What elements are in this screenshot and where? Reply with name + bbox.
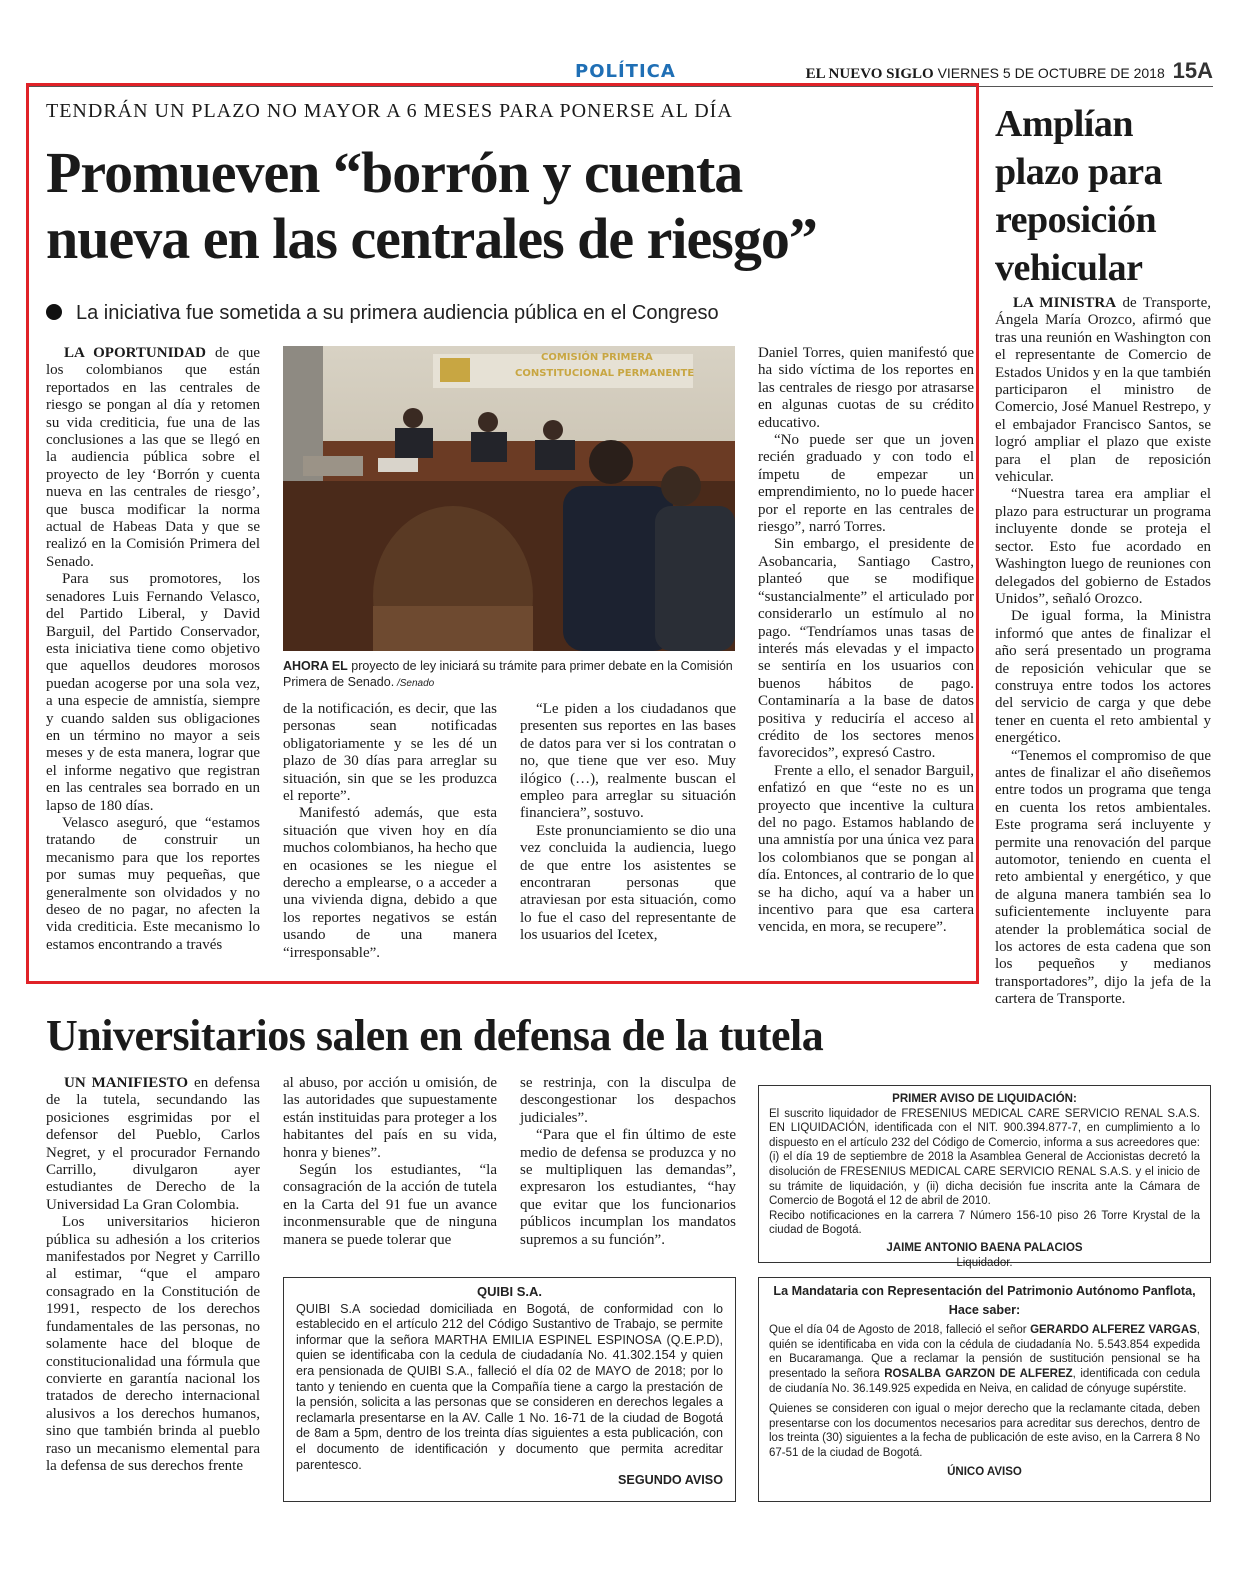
- notice-body: El suscrito liquidador de FRESENIUS MEDICAL CARE SERVICIO RENAL S.A.S. EN LIQUIDACIÓN, identificada con el NIT. 900.394.877-7, en cumplimiento a lo dispuesto en el artículo 232 del Código de Comercio, informa a sus acreedores que: (i) el día 19 de septiembre de 2018 la Asamblea General de Accionistas decretó la disolución de FRESENIUS MEDICAL CARE SERVICIO RENAL S.A.S. y el inicio de su trámite de liquidación, y (ii) dicha decisión fue inscrita ante la Cámara de Comercio de Bogotá el 12 de abril de 2010.: [769, 1107, 1200, 1208]
- notice-body: Que el día 04 de Agosto de 2018, falleció el señor GERARDO ALFEREZ VARGAS, quién se identificaba en vida con la cédula de ciudadanía No. 5.543.854 expedida en Bucaramanga. Que a reclamar la pensión de sustitución pensional se ha presentado la señora ROSALBA GARZON DE ALFEREZ, identificada con cedula de ciudanía No. 36.149.925 expedida en Neiva, en calidad de cónyuge supérstite.: [769, 1324, 1201, 1395]
- lead-in: LA MINISTRA: [1013, 295, 1117, 311]
- photo-caption: [283, 658, 735, 692]
- paper-name: EL NUEVO SIGLO: [805, 66, 934, 82]
- notice-subtitle: Hace saber:: [948, 1302, 1021, 1317]
- second-column-3: [520, 1075, 736, 1249]
- photo-illustration: [283, 346, 735, 651]
- paragraph: “Nuestra tarea era ampliar el plazo para estructurar un programa incluyente donde se proteja el sector. Esto fue acordado en Washington luego de reuniones con delegados del gobierno de Estados Unidos”, señaló Orozco.: [995, 486, 1211, 607]
- second-headline: Universitarios salen en defensa de la tutela: [46, 1011, 824, 1060]
- headline-line-1: Promueven “borrón y cuenta: [46, 140, 743, 205]
- caption-text: proyecto de ley iniciará su trámite para primer debate en la Comisión Primera de Senado.: [283, 659, 733, 689]
- side-headline: Amplían plazo para reposición vehicular: [995, 103, 1163, 289]
- liquidation-notice: [758, 1085, 1211, 1269]
- main-column-2: [283, 701, 497, 962]
- paragraph: Este pronunciamiento se dio una vez concluida la audiencia, luego de que entre los asistentes se encontraran personas que atraviesan por esta situación, como lo fue el caso del representante de los usuarios del Icetex,: [520, 822, 736, 944]
- article-subhead: [46, 302, 719, 325]
- paragraph: Daniel Torres, quien manifestó que ha sido víctima de los reportes en las centrales de riesgo por atrasarse en algunas cuotas de su crédito educativo.: [758, 345, 974, 431]
- photo-sign-line-2: CONSTITUCIONAL PERMANENTE: [515, 368, 695, 379]
- notice-body: Recibo notificaciones en la carrera 7 Número 156-10 piso 26 Torre Krystal de la ciudad de Bogotá.: [769, 1209, 1200, 1237]
- notice-title: PRIMER AVISO DE LIQUIDACIÓN:: [892, 1093, 1077, 1105]
- paragraph: Frente a ello, el senador Barguil, enfatizó en que “este no es un proyecto que incentive la cultura del no pago. Estamos hablando de una amnistía por una única vez para los colombianos que se pongan al día. Entonces, al contrario de lo que se ha dicho, aquí va a haber un incentivo para que esa cartera vencida, en mora, se recupere”.: [758, 762, 974, 936]
- notice-title: La Mandataria con Representación del Patrimonio Autónomo Panflota,: [773, 1284, 1196, 1298]
- issue-date: VIERNES 5 DE OCTUBRE DE 2018: [937, 65, 1165, 81]
- paragraph: “Tenemos el compromiso de que antes de finalizar el año diseñemos entre todos un programa que tenga en cuenta los retos ambientales. Este programa será incluyente y permite una renovación del parque automotor, teniendo en cuenta el reto ambiental y energético, y que de alguna manera también sea lo suficientemente incluyente para atender la problemática social de los actores de esta cadena que son los pequeños y medianos transportadores”, dijo la jefa de la cartera de Transporte.: [995, 747, 1211, 1008]
- caption-lead: AHORA EL: [283, 659, 348, 673]
- paragraph: “No puede ser que un joven recién graduado y con todo el ímpetu de empezar un emprendimiento, no lo puede hacer por el reporte en las centrales de riesgo”, narró Torres.: [758, 432, 974, 536]
- main-column-1: [46, 345, 260, 954]
- lead-in: LA OPORTUNIDAD: [64, 345, 206, 361]
- quibi-notice: [283, 1277, 736, 1502]
- main-column-3: [520, 701, 736, 945]
- notice-body: Quienes se consideren con igual o mejor derecho que la reclamante citada, deben presentarse con los documentos necesarios para acreditar sus derechos, dentro de los treinta (30) siguientes a la fecha de publicación de este aviso, en la Carrera 8 No 67-51 de la ciudad de Bogotá.: [769, 1403, 1200, 1459]
- paragraph: Según los estudiantes, “la consagración de la acción de tutela en la Carta del 91 fue un avance inconmensurable que de ninguna manera se puede tolerar que: [283, 1162, 497, 1248]
- page-number: 15A: [1172, 58, 1213, 83]
- paragraph: “Le piden a los ciudadanos que presenten sus reportes en las bases de datos para ver si los contratan o no, que tiene que ver eso. Muy ilógico (…), realmente buscan el empleo para arreglar su situación financiera”, sostuvo.: [520, 701, 736, 822]
- paragraph: De igual forma, la Ministra informó que antes de finalizar el año será presentado un programa de reposición vehicular que se construya entre todos los actores del servicio de carga y que debe tener en cuenta el reto ambiental y energético.: [995, 608, 1211, 747]
- notice-footer: ÚNICO AVISO: [947, 1465, 1022, 1478]
- paragraph: de la notificación, es decir, que las personas sean notificadas obligatoriamente y se les dé un plazo de 30 días para arreglar su situación, sin que se les produzca el reporte”.: [283, 701, 497, 805]
- main-column-4: [758, 345, 974, 937]
- side-column: [995, 295, 1211, 1009]
- paragraph: Los universitarios hicieron pública su adhesión a los criterios manifestados por Negret y Carrillo al estimar, “que el amparo consagrado en la Constitución de 1991, respecto de los derechos fundamentales de las personas, no solamente hace del bloque de constitucionalidad una fórmula que convierte en garantía nacional los tratados de derecho internacional alusivos a los derechos humanos, sino que también brinda al pueblo raso un mecanismo elemental para la defensa de sus derechos frente: [46, 1214, 260, 1474]
- panflota-notice: [758, 1277, 1211, 1502]
- second-column-1: [46, 1075, 260, 1475]
- paragraph: LA OPORTUNIDAD de que los colombianos que están reportados en las centrales de riesgo se pongan al día y retomen su vida crediticia, fue una de las conclusiones a las que se llegó en la audiencia pública sobre el proyecto de ley ‘Borrón y cuenta nueva en las centrales de riesgo’, que busca modificar la norma actual de Habeas Data y que se realizó en la Comisión Primera del Senado.: [46, 345, 260, 570]
- paragraph: Manifestó además, que esta situación que viven hoy en día muchos colombianos, ha hecho que en ocasiones se les niegue el derecho a emplearse, o a acceder a una vivienda digna, debido a que los reportes negativos se están usando de una manera “irresponsable”.: [283, 805, 497, 961]
- article-photo: [283, 346, 735, 651]
- article-kicker: TENDRÁN UN PLAZO NO MAYOR A 6 MESES PARA PONERSE AL DÍA: [46, 100, 733, 122]
- headline-line-2: nueva en las centrales de riesgo”: [46, 206, 817, 271]
- subhead-text: La iniciativa fue sometida a su primera audiencia pública en el Congreso: [76, 302, 719, 324]
- article-headline: [46, 140, 966, 272]
- paragraph: Sin embargo, el presidente de Asobancaria, Santiago Castro, planteó que se modifique “sustancialmente” el articulado por considerarlo un estímulo al no pago. “Tendríamos unas tasas de interés más elevadas y el impacto se sentiría en los usuarios con buenos hábitos de pago. Contaminaría a la base de datos positiva y reduciría el acceso al crédito de los sectores menos favorecidos”, expresó Castro.: [758, 536, 974, 762]
- masthead: [806, 58, 1213, 84]
- paragraph: “Para que el fin último de este medio de defensa se produzca y no se multipliquen las demandas”, expresaron los estudiantes, “hay que evitar que los funcionarios públicos incumplan los mandatos supremos a su función”.: [520, 1127, 736, 1248]
- notice-signer: JAIME ANTONIO BAENA PALACIOS: [886, 1241, 1083, 1254]
- paragraph: LA MINISTRA de Transporte, Ángela María Orozco, afirmó que tras una reunión en Washington con el representante de Comercio de Estados Unidos y en la que también participaron el ministro de Comercio, José Manuel Restrepo, y el embajador Francisco Santos, se logró ampliar el plazo que existe para el plan de reposición vehicular.: [995, 295, 1211, 486]
- paragraph: Velasco aseguró, que “estamos tratando de construir un mecanismo para que los reportes por sumas muy pequeñas, que generalmente son olvidados y no deseo de no pagar, no afecten la vida crediticia. Este mecanismo lo estamos encontrando a través: [46, 814, 260, 953]
- paragraph: al abuso, por acción u omisión, de las autoridades que supuestamente están instituidas para proteger a los habitantes del país en su vida, honra y bienes”.: [283, 1075, 497, 1161]
- paragraph: se restrinja, con la disculpa de descongestionar los despachos judiciales”.: [520, 1075, 736, 1126]
- notice-body: QUIBI S.A sociedad domiciliada en Bogotá, de conformidad con lo establecido en el artículo 212 del Código Sustantivo de Trabajo, se permite informar que la señora MARTHA EMILIA ESPINEL ESPINOSA (Q.E.P.D), quien se identificaba con la cedula de ciudadanía No. 41.302.154 y quien era pensionada de QUIBI S.A., falleció el día 02 de MAYO de 2018; por lo tanto y teniendo en cuenta que la Compañía tiene a cargo la prestación de la pensión, solicita a las personas que se consideren en derechos legales a reclamarla presentarse en la AV. Calle 1 No. 16-71 de la ciudad de Bogotá de 8am a 5pm, dentro de los treinta días siguientes a esta publicación, con el documento de identificación y documento que permita acreditar parentesco.: [296, 1301, 723, 1472]
- second-column-2: [283, 1075, 497, 1249]
- notice-footer: SEGUNDO AVISO: [618, 1473, 723, 1488]
- section-label: POLÍTICA: [575, 61, 676, 82]
- paragraph: Para sus promotores, los senadores Luis Fernando Velasco, del Partido Liberal, y David Barguil, del Partido Conservador, esta iniciativa tiene como objetivo que aquellos deudores morosos puedan acogerse por una sola vez, a una especie de amnistía, siempre y cuando salden sus obligaciones en un término no mayor a seis meses y de esta manera, lograr que el informe negativo que registran en las centrales sea borrado en un lapso de 180 días.: [46, 571, 260, 814]
- photo-sign-line-1: COMISIÓN PRIMERA: [541, 352, 653, 363]
- lead-in: UN MANIFIESTO: [64, 1075, 189, 1091]
- paragraph: UN MANIFIESTO en defensa de la tutela, secundando las posiciones esgrimidas por el defensor del Pueblo, Carlos Negret, y el procurador Fernando Carrillo, divulgaron ayer estudiantes de Derecho de la Universidad La Gran Colombia.: [46, 1075, 260, 1213]
- bullet-icon: [46, 304, 62, 320]
- caption-credit: /Senado: [394, 678, 435, 689]
- notice-title: QUIBI S.A.: [476, 1284, 542, 1299]
- notice-role: Liquidador.: [956, 1256, 1013, 1269]
